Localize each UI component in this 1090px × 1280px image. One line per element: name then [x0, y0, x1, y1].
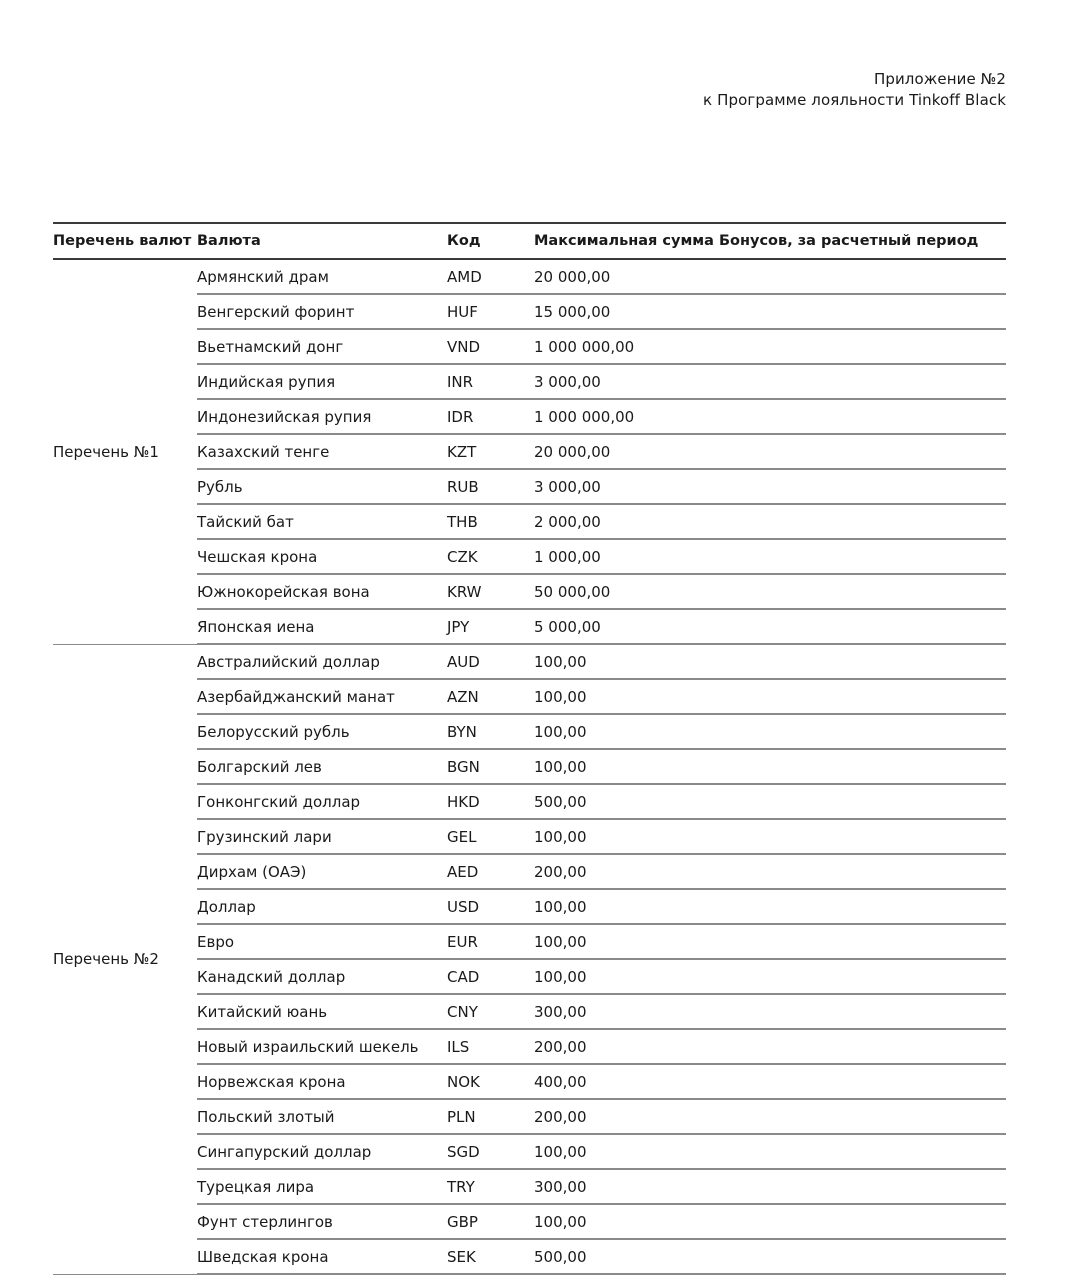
currency-name-cell: Доллар — [197, 889, 447, 924]
currency-name-cell: Индийская рупия — [197, 364, 447, 399]
currency-name-cell: Канадский доллар — [197, 959, 447, 994]
currency-code-cell: THB — [447, 504, 534, 539]
currency-name-cell: Фунт стерлингов — [197, 1204, 447, 1239]
currency-code-cell: RUB — [447, 469, 534, 504]
max-bonus-cell: 200,00 — [534, 854, 1006, 889]
currency-name-cell: Китайский юань — [197, 994, 447, 1029]
currency-name-cell: Сингапурский доллар — [197, 1134, 447, 1169]
currency-code-cell: VND — [447, 329, 534, 364]
max-bonus-cell: 100,00 — [534, 1134, 1006, 1169]
max-bonus-cell: 2 000,00 — [534, 504, 1006, 539]
currency-code-cell: JPY — [447, 609, 534, 644]
table-row — [53, 259, 1006, 294]
currency-name-cell: Новый израильский шекель — [197, 1029, 447, 1064]
currency-code-cell: AED — [447, 854, 534, 889]
currency-name-cell: Польский злотый — [197, 1099, 447, 1134]
max-bonus-cell: 100,00 — [534, 714, 1006, 749]
currency-code-cell: AMD — [447, 259, 534, 294]
currency-code-cell: IDR — [447, 399, 534, 434]
max-bonus-cell: 3 000,00 — [534, 364, 1006, 399]
appendix-number: Приложение №2 — [873, 70, 1006, 88]
currency-name-cell: Чешская крона — [197, 539, 447, 574]
column-header-code: Код — [447, 223, 534, 259]
currency-name-cell: Норвежская крона — [197, 1064, 447, 1099]
max-bonus-cell: 1 000 000,00 — [534, 399, 1006, 434]
currency-name-cell: Индонезийская рупия — [197, 399, 447, 434]
currency-code-cell: HUF — [447, 294, 534, 329]
max-bonus-cell: 300,00 — [534, 1169, 1006, 1204]
currency-code-cell: SEK — [447, 1239, 534, 1274]
currency-code-cell: BYN — [447, 714, 534, 749]
currency-code-cell: SGD — [447, 1134, 534, 1169]
max-bonus-cell: 100,00 — [534, 749, 1006, 784]
currency-name-cell: Японская иена — [197, 609, 447, 644]
currency-name-cell: Рубль — [197, 469, 447, 504]
max-bonus-cell: 300,00 — [534, 994, 1006, 1029]
currency-code-cell: BGN — [447, 749, 534, 784]
max-bonus-cell: 50 000,00 — [534, 574, 1006, 609]
currency-code-cell: GEL — [447, 819, 534, 854]
max-bonus-cell: 100,00 — [534, 924, 1006, 959]
currency-code-cell: GBP — [447, 1204, 534, 1239]
table-row — [53, 644, 1006, 679]
column-header-currency: Валюта — [197, 223, 447, 259]
currency-code-cell: NOK — [447, 1064, 534, 1099]
currency-name-cell: Белорусский рубль — [197, 714, 447, 749]
currency-name-cell: Южнокорейская вона — [197, 574, 447, 609]
currency-code-cell: KRW — [447, 574, 534, 609]
max-bonus-cell: 1 000 000,00 — [534, 329, 1006, 364]
currency-code-cell: AZN — [447, 679, 534, 714]
currency-name-cell: Грузинский лари — [197, 819, 447, 854]
currency-code-cell: CNY — [447, 994, 534, 1029]
max-bonus-cell: 100,00 — [534, 644, 1006, 679]
currency-code-cell: KZT — [447, 434, 534, 469]
max-bonus-cell: 200,00 — [534, 1099, 1006, 1134]
column-header-group: Перечень валют — [53, 223, 197, 259]
max-bonus-cell: 5 000,00 — [534, 609, 1006, 644]
max-bonus-cell: 100,00 — [534, 959, 1006, 994]
currency-name-cell: Евро — [197, 924, 447, 959]
group-label: Перечень №1 — [53, 259, 197, 644]
currency-table — [53, 222, 1006, 1275]
max-bonus-cell: 100,00 — [534, 889, 1006, 924]
max-bonus-cell: 15 000,00 — [534, 294, 1006, 329]
currency-name-cell: Армянский драм — [197, 259, 447, 294]
max-bonus-cell: 20 000,00 — [534, 259, 1006, 294]
max-bonus-cell: 100,00 — [534, 1204, 1006, 1239]
currency-name-cell: Шведская крона — [197, 1239, 447, 1274]
currency-code-cell: EUR — [447, 924, 534, 959]
currency-name-cell: Вьетнамский донг — [197, 329, 447, 364]
currency-code-cell: AUD — [447, 644, 534, 679]
max-bonus-cell: 400,00 — [534, 1064, 1006, 1099]
currency-code-cell: TRY — [447, 1169, 534, 1204]
table-header-row — [53, 223, 1006, 259]
currency-name-cell: Гонконгский доллар — [197, 784, 447, 819]
max-bonus-cell: 500,00 — [534, 784, 1006, 819]
currency-name-cell: Австралийский доллар — [197, 644, 447, 679]
currency-name-cell: Тайский бат — [197, 504, 447, 539]
currency-code-cell: USD — [447, 889, 534, 924]
max-bonus-cell: 200,00 — [534, 1029, 1006, 1064]
table-body — [53, 259, 1006, 1274]
appendix-subtitle: к Программе лояльности Tinkoff Black — [703, 91, 1006, 109]
appendix-header — [703, 69, 1006, 111]
max-bonus-cell: 3 000,00 — [534, 469, 1006, 504]
column-header-max-bonus: Максимальная сумма Бонусов, за расчетный период — [534, 223, 1006, 259]
max-bonus-cell: 1 000,00 — [534, 539, 1006, 574]
currency-name-cell: Венгерский форинт — [197, 294, 447, 329]
currency-name-cell: Казахский тенге — [197, 434, 447, 469]
currency-code-cell: CZK — [447, 539, 534, 574]
currency-name-cell: Дирхам (ОАЭ) — [197, 854, 447, 889]
currency-code-cell: ILS — [447, 1029, 534, 1064]
group-label: Перечень №2 — [53, 644, 197, 1274]
currency-name-cell: Болгарский лев — [197, 749, 447, 784]
currency-code-cell: CAD — [447, 959, 534, 994]
max-bonus-cell: 100,00 — [534, 819, 1006, 854]
max-bonus-cell: 100,00 — [534, 679, 1006, 714]
currency-name-cell: Турецкая лира — [197, 1169, 447, 1204]
max-bonus-cell: 500,00 — [534, 1239, 1006, 1274]
currency-code-cell: PLN — [447, 1099, 534, 1134]
currency-code-cell: HKD — [447, 784, 534, 819]
max-bonus-cell: 20 000,00 — [534, 434, 1006, 469]
currency-code-cell: INR — [447, 364, 534, 399]
currency-name-cell: Азербайджанский манат — [197, 679, 447, 714]
